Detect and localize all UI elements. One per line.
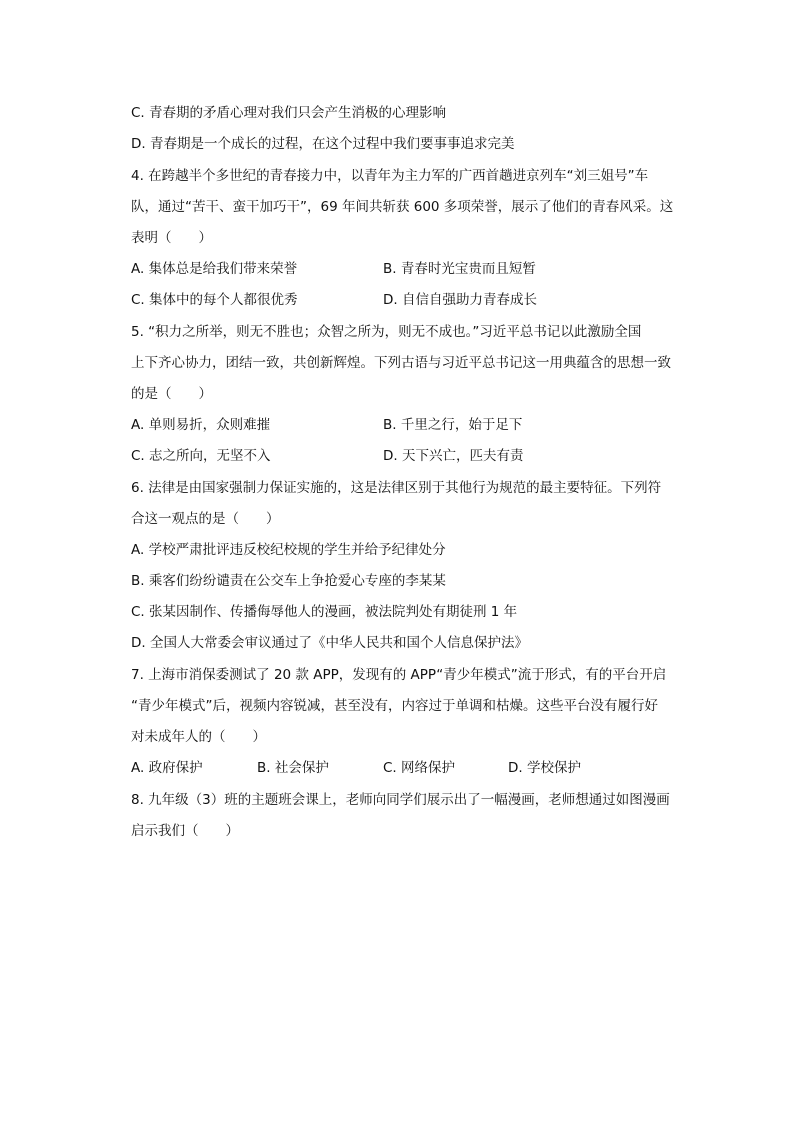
q7-stem-line3: 对未成年人的（ ） xyxy=(131,729,266,745)
q7-option-b: B. 社会保护 xyxy=(257,760,329,776)
q7-stem-line2: “青少年模式”后，视频内容锐减，甚至没有，内容过于单调和枯燥。这些平台没有履行好 xyxy=(131,698,658,714)
q5-stem-line2: 上下齐心协力，团结一致，共创新辉煌。下列古语与习近平总书记这一用典蕴含的思想一致 xyxy=(131,355,671,371)
q5-option-d: D. 天下兴亡，匹夫有责 xyxy=(383,448,524,464)
q6-option-b: B. 乘客们纷纷谴责在公交车上争抢爱心专座的李某某 xyxy=(131,573,446,589)
q7-option-c: C. 网络保护 xyxy=(383,760,456,776)
q4-option-d: D. 自信自强助力青春成长 xyxy=(383,292,537,308)
q4-stem-line1: 4. 在跨越半个多世纪的青春接力中，以青年为主力军的广西首趟进京列车“刘三姐号”车 xyxy=(131,168,649,184)
q5-option-a: A. 单则易折，众则难摧 xyxy=(131,417,271,433)
q3-option-c: C. 青春期的矛盾心理对我们只会产生消极的心理影响 xyxy=(131,105,447,121)
q8-stem-line1: 8. 九年级（3）班的主题班会课上，老师向同学们展示出了一幅漫画，老师想通过如图漫画 xyxy=(131,792,670,808)
q4-option-c: C. 集体中的每个人都很优秀 xyxy=(131,292,298,308)
q5-stem-line3: 的是（ ） xyxy=(131,386,212,402)
q7-stem-line1: 7. 上海市消保委测试了 20 款 APP，发现有的 APP“青少年模式”流于形式，有的平台开启 xyxy=(131,667,667,683)
q5-option-c: C. 志之所向，无坚不入 xyxy=(131,448,271,464)
q6-option-d: D. 全国人大常委会审议通过了《中华人民共和国个人信息保护法》 xyxy=(131,635,528,651)
q4-option-a: A. 集体总是给我们带来荣誉 xyxy=(131,261,298,277)
q5-stem-line1: 5. “积力之所举，则无不胜也；众智之所为，则无不成也。”习近平总书记以此激励全国 xyxy=(131,324,642,340)
q4-option-b: B. 青春时光宝贵而且短暂 xyxy=(383,261,536,277)
q7-option-a: A. 政府保护 xyxy=(131,760,203,776)
q6-option-c: C. 张某因制作、传播侮辱他人的漫画，被法院判处有期徒刑 1 年 xyxy=(131,604,518,620)
q4-stem-line3: 表明（ ） xyxy=(131,230,212,246)
q6-option-a: A. 学校严肃批评违反校纪校规的学生并给予纪律处分 xyxy=(131,542,446,558)
q6-stem-line2: 合这一观点的是（ ） xyxy=(131,511,280,527)
q5-option-b: B. 千里之行，始于足下 xyxy=(383,417,523,433)
q4-stem-line2: 队，通过“苦干、蛮干加巧干”，69 年间共斩获 600 多项荣誉，展示了他们的青春风采。这 xyxy=(131,199,674,215)
q8-stem-line2: 启示我们（ ） xyxy=(131,823,239,839)
q7-option-d: D. 学校保护 xyxy=(508,760,581,776)
q6-stem-line1: 6. 法律是由国家强制力保证实施的，这是法律区别于其他行为规范的最主要特征。下列符 xyxy=(131,480,662,496)
q3-option-d: D. 青春期是一个成长的过程，在这个过程中我们要事事追求完美 xyxy=(131,136,515,152)
